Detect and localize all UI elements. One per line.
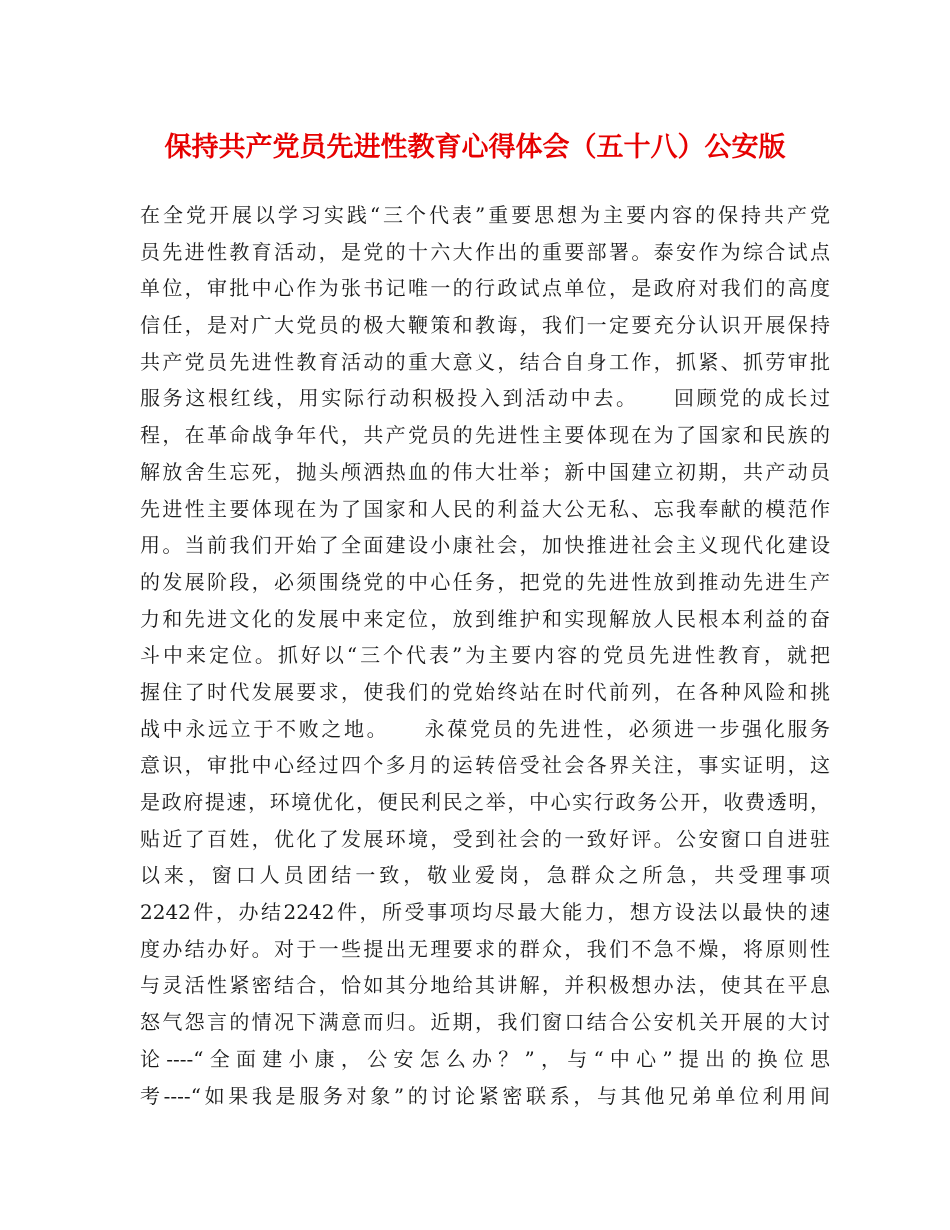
body-line: 贴近了百姓，优化了发展环境，受到社会的一致好评。公安窗口自进驻 [140,826,830,851]
body-line: 意识，审批中心经过四个多月的运转倍受社会各界关注，事实证明，这 [140,753,830,778]
body-line: 先进性主要体现在为了国家和人民的利益大公无私、忘我奉献的模范作 [140,496,830,521]
body-line: 斗中来定位。抓好以“三个代表”为主要内容的党员先进性教育，就把 [140,643,830,668]
body-line: 怒气怨言的情况下满意而归。近期，我们窗口结合公安机关开展的大讨 [140,1010,830,1035]
body-line: 共产党员先进性教育活动的重大意义，结合自身工作，抓紧、抓劳审批 [140,349,830,374]
body-line: 员先进性教育活动，是党的十六大作出的重要部署。泰安作为综合试点 [140,239,830,264]
body-line: 论----“全面建小康，公安怎么办？”，与“中心”提出的换位思 [140,1046,830,1071]
body-line: 在全党开展以学习实践“三个代表”重要思想为主要内容的保持共产党 [140,203,830,227]
body-line: 握住了时代发展要求，使我们的党始终站在时代前列，在各种风险和挑 [140,679,830,704]
body-line: 单位，审批中心作为张书记唯一的行政试点单位，是政府对我们的高度 [140,276,830,301]
body-line: 解放舍生忘死，抛头颅洒热血的伟大壮举；新中国建立初期，共产动员 [140,459,830,484]
document-body [140,197,830,1114]
body-line: 考----“如果我是服务对象”的讨论紧密联系，与其他兄弟单位利用间 [140,1083,830,1108]
body-line: 用。当前我们开始了全面建设小康社会，加快推进社会主义现代化建设 [140,533,830,558]
body-line: 程，在革命战争年代，共产党员的先进性主要体现在为了国家和民族的 [140,423,830,448]
body-line: 以来，窗口人员团结一致，敬业爱岗，急群众之所急，共受理事项 [140,863,830,888]
body-line: 力和先进文化的发展中来定位，放到维护和实现解放人民根本利益的奋 [140,606,830,631]
body-line: 度办结办好。对于一些提出无理要求的群众，我们不急不燥，将原则性 [140,936,830,961]
body-line: 战中永远立于不败之地。 永葆党员的先进性，必须进一步强化服务 [140,716,830,741]
body-line: 2242件，办结2242件，所受事项均尽最大能力，想方设法以最快的速 [140,900,830,925]
document-title: 保持共产党员先进性教育心得体会（五十八）公安版 [164,132,786,163]
body-line: 与灵活性紧密结合，恰如其分地给其讲解，并积极想办法，使其在平息 [140,973,830,998]
body-line: 是政府提速，环境优化，便民利民之举，中心实行政务公开，收费透明， [140,790,830,814]
body-line: 信任，是对广大党员的极大鞭策和教诲，我们一定要充分认识开展保持 [140,313,830,338]
body-line: 服务这根红线，用实际行动积极投入到活动中去。 回顾党的成长过 [140,386,830,411]
body-line: 的发展阶段，必须围绕党的中心任务，把党的先进性放到推动先进生产 [140,569,830,594]
